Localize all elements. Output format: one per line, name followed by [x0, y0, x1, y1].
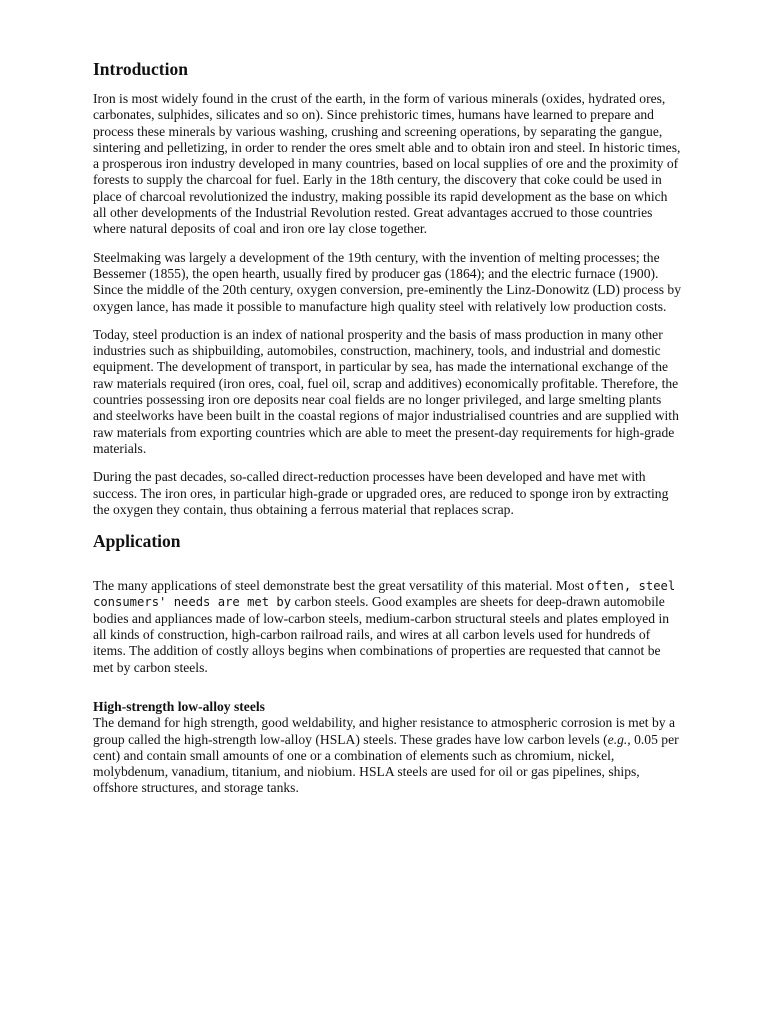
- application-text-start: The many applications of steel demonstrate best the great versatility of this material. Most: [93, 578, 588, 594]
- intro-paragraph-1: Iron is most widely found in the crust of the earth, in the form of various minerals (oxides, hydrated ores, carbonates, sulphides, silicates and so on). Since prehistoric times, humans have learned to prepare and process these minerals by various washing, crushing and screening operations, by separating the gangue, sintering and pelletizing, in order to render the ores smelt able and to obtain iron and steel. In historic times, a prosperous iron industry developed in many countries, based on local supplies of ore and the proximity of forests to supply the charcoal for fuel. Early in the 18th century, the discovery that coke could be used in place of charcoal revolutionized the industry, making possible its rapid development as the base on which all other developments of the Industrial Revolution rested. Great advantages accrued to those countries where natural deposits of coal and iron ore lay close together.: [93, 91, 681, 237]
- intro-paragraph-4: During the past decades, so-called direct-reduction processes have been developed and have met with success. The iron ores, in particular high-grade or upgraded ores, are reduced to sponge iron by extracting the oxygen they contain, thus obtaining a ferrous material that replaces scrap.: [93, 469, 669, 517]
- hsla-section: [93, 699, 681, 797]
- application-text-end: carbon steels. Good examples are sheets for deep-drawn automobile bodies and appliances made of low-carbon steels, medium-carbon structural steels and plates employed in all kinds of construction, high-carbon railroad rails, and wires at all carbon levels used for hundreds of items. The addition of costly alloys begins when combinations of properties are requested that cannot be met by carbon steels.: [93, 594, 670, 675]
- hsla-text-a: The demand for high strength, good weldability, and higher resistance to atmospheric corrosion is met by a group called the high-strength low-alloy (HSLA) steels. These grades have low carbon levels (: [93, 715, 675, 747]
- document-page: [93, 58, 681, 797]
- intro-paragraph-3: Today, steel production is an index of national prosperity and the basis of mass production in many other industries such as shipbuilding, automobiles, construction, machinery, tools, and industrial and domestic equipment. The development of transport, in particular by sea, has made the international exchange of the raw materials required (iron ores, coal, fuel oil, scrap and additives) economically profitable. Therefore, the countries possessing iron ore deposits near coal fields are no longer privileged, and large smelting plants and steelworks have been built in the coastal regions of major industrialised countries and are supplied with raw materials from exporting countries which are able to meet the present-day requirements for high-grade materials.: [93, 326, 679, 456]
- hsla-text-b: 0.05 per cent) and contain small amounts of one or a combination of elements such as chromium, nickel, molybdenum, vanadium, titanium, and niobium. HSLA steels are used for oil or gas pipelines, ships, offshore structures, and storage tanks.: [93, 731, 679, 796]
- application-heading: Application: [93, 531, 181, 552]
- hsla-heading: High-strength low-alloy steels: [93, 698, 265, 714]
- hsla-text-em: e.g.,: [607, 731, 631, 747]
- introduction-heading: Introduction: [93, 59, 188, 79]
- application-text-mono: often, steel consumers' needs are met by: [93, 579, 676, 610]
- intro-paragraph-2: Steelmaking was largely a development of the 19th century, with the invention of melting processes; the Bessemer (1855), the open hearth, usually fired by producer gas (1864); and the electric furnace (1900). Since the middle of the 20th century, oxygen conversion, pre-eminently the Linz-Donowitz (LD) process by oxygen lance, has made it possible to manufacture high quality steel with relatively low production costs.: [93, 249, 682, 314]
- application-paragraph: [93, 578, 681, 676]
